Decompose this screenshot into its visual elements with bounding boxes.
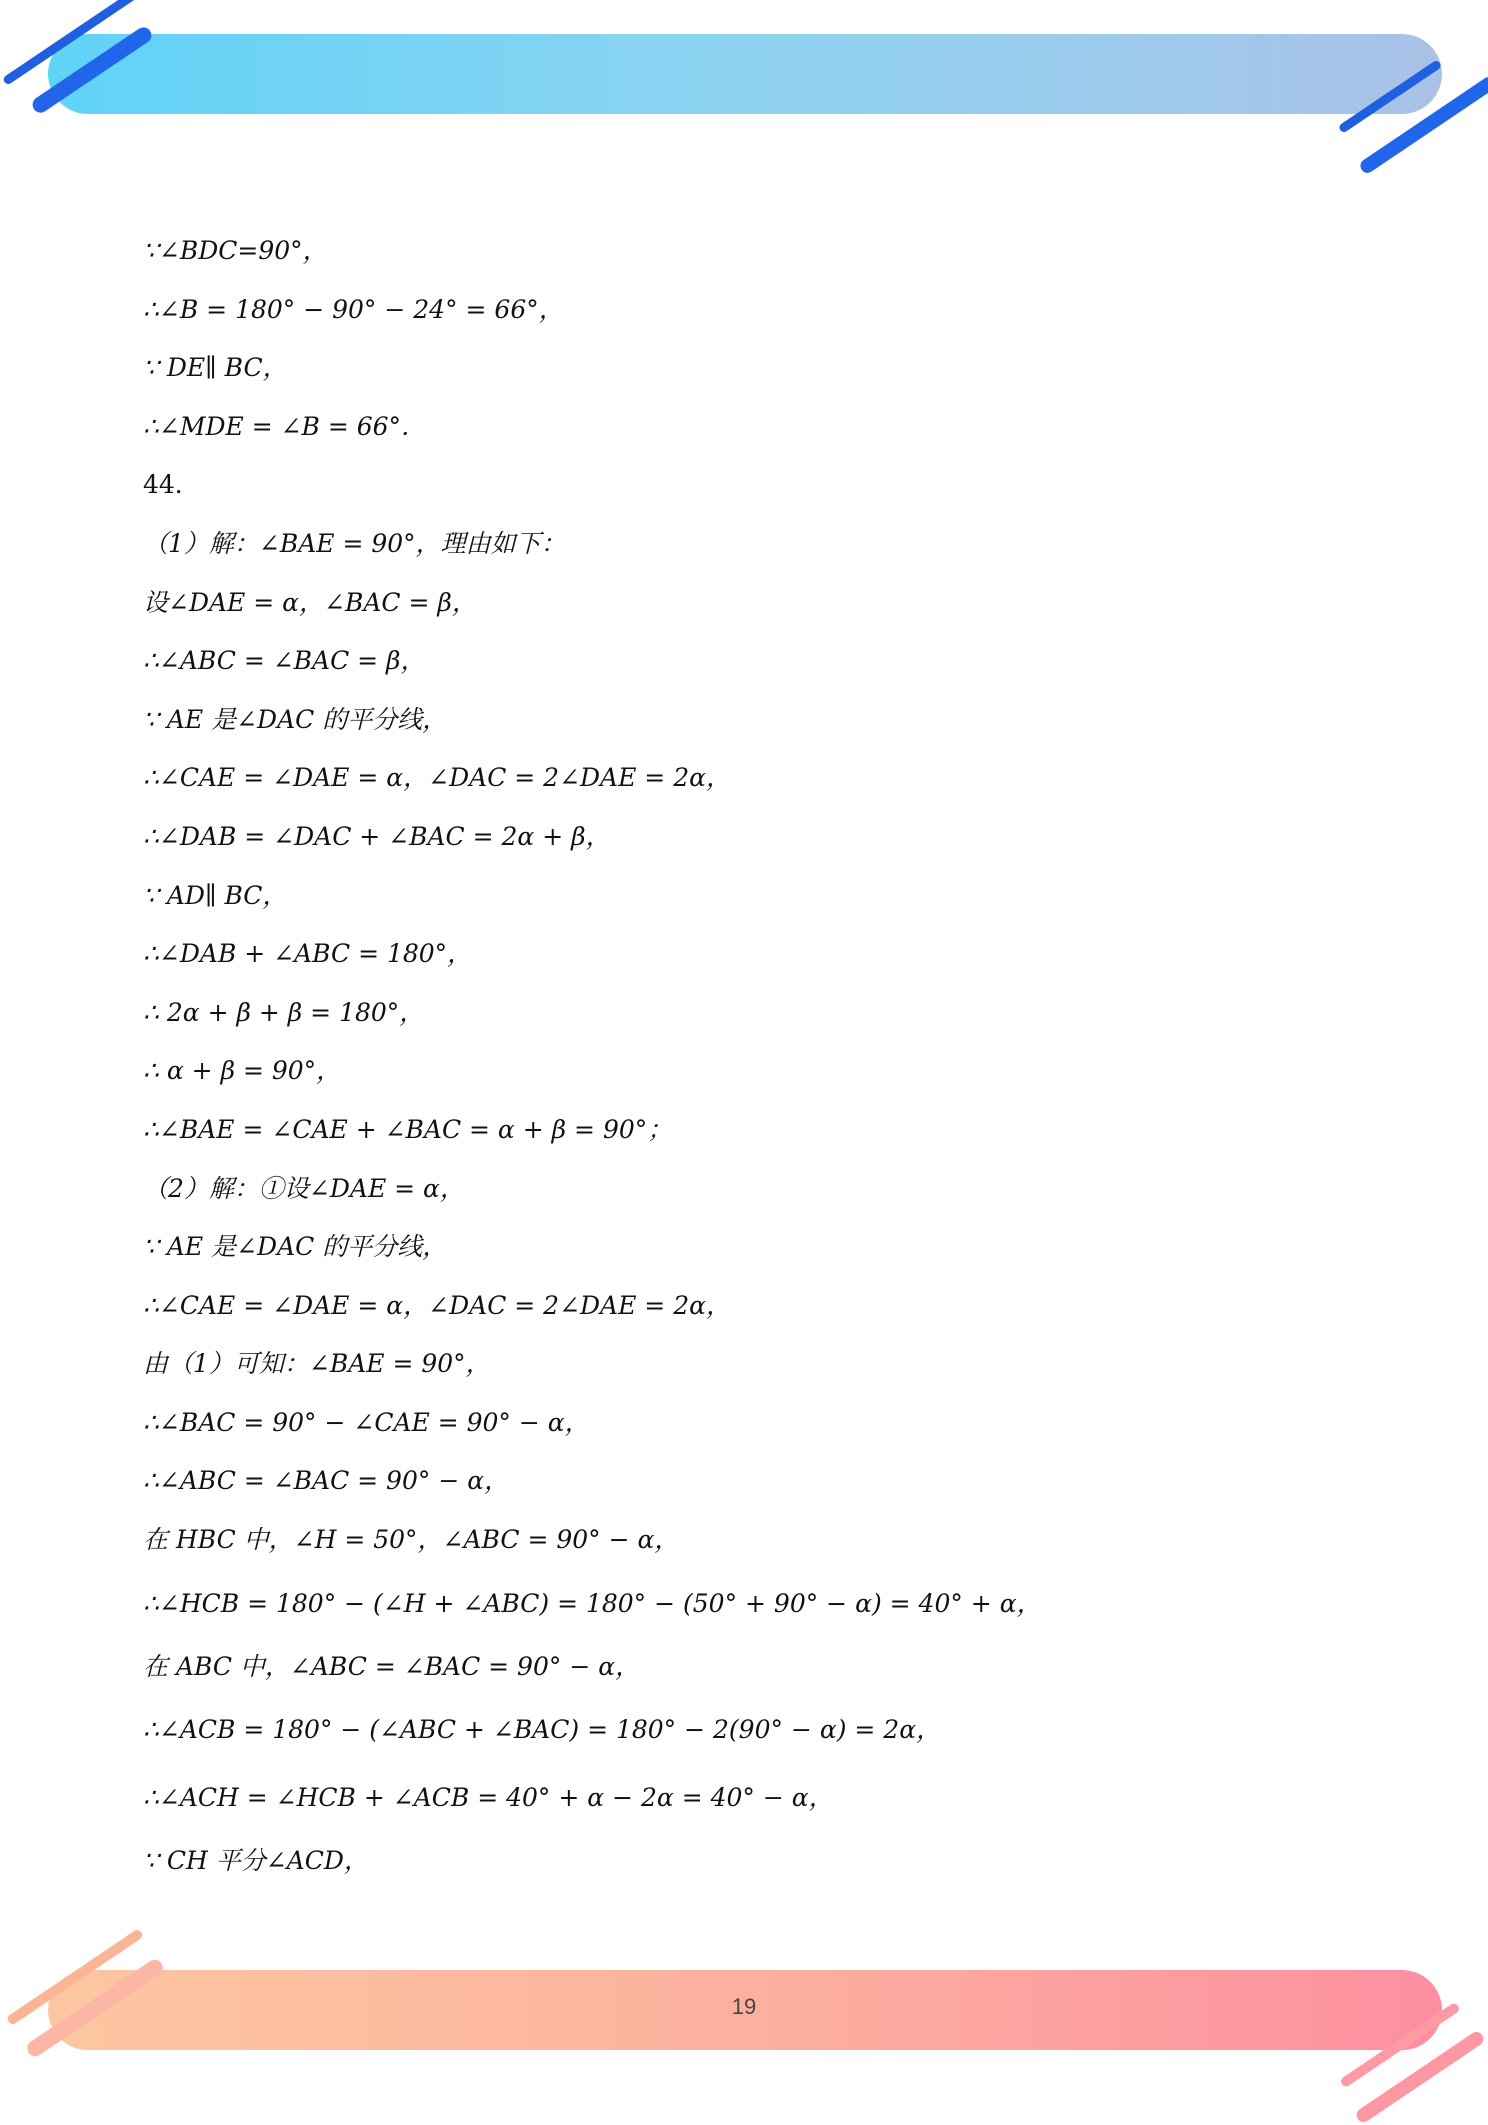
text-line: 设∠DAE = α，∠BAC = β， bbox=[143, 587, 477, 617]
text-line: ∵ AE 是∠DAC 的平分线， bbox=[143, 704, 448, 734]
text-line: ∴ α + β = 90°， bbox=[143, 1056, 342, 1086]
text-line: ∵ AD∥ BC， bbox=[143, 880, 288, 910]
text-line: ∴∠BAC = 90° − ∠CAE = 90° − α， bbox=[143, 1407, 590, 1437]
text-line: ∴∠ABC = ∠BAC = 90° − α， bbox=[143, 1466, 510, 1496]
text-line: ∵ CH 平分∠ACD， bbox=[143, 1846, 369, 1876]
question-number: 44． bbox=[143, 470, 200, 500]
text-line: 在 ABC 中，∠ABC = ∠BAC = 90° − α， bbox=[143, 1651, 641, 1681]
text-line: ∴∠MDE = ∠B = 66°． bbox=[143, 411, 427, 441]
header-banner bbox=[48, 34, 1442, 114]
text-line: ∴∠B = 180° − 90° − 24° = 66°， bbox=[143, 294, 564, 324]
text-line: ∵ AE 是∠DAC 的平分线， bbox=[143, 1232, 448, 1262]
text-line: ∴∠CAE = ∠DAE = α，∠DAC = 2∠DAE = 2α， bbox=[143, 763, 731, 793]
text-line: ∴∠ACB = 180° − (∠ABC + ∠BAC) = 180° − 2(90° − α) = 2α， bbox=[143, 1715, 942, 1745]
text-line: ∴ 2α + β + β = 180°， bbox=[143, 997, 425, 1027]
text-line: ∴∠HCB = 180° − (∠H + ∠ABC) = 180° − (50° + 90° − α) = 40° + α， bbox=[143, 1588, 1042, 1618]
text-line: 由（1）可知：∠BAE = 90°， bbox=[143, 1349, 491, 1379]
text-line: ∴∠ABC = ∠BAC = β， bbox=[143, 646, 426, 676]
text-line: ∴∠DAB = ∠DAC + ∠BAC = 2α + β， bbox=[143, 821, 611, 851]
text-line: ∵ DE∥ BC， bbox=[143, 353, 288, 383]
text-line: ∴∠BAE = ∠CAE + ∠BAC = α + β = 90°； bbox=[143, 1114, 673, 1144]
text-line: （2）解：①设∠DAE = α， bbox=[143, 1173, 465, 1203]
text-line: ∴∠DAB + ∠ABC = 180°， bbox=[143, 939, 473, 969]
solution-text bbox=[143, 222, 1343, 1891]
text-line: ∴∠ACH = ∠HCB + ∠ACB = 40° + α − 2α = 40° − α， bbox=[143, 1783, 834, 1813]
text-line: ∴∠CAE = ∠DAE = α，∠DAC = 2∠DAE = 2α， bbox=[143, 1290, 731, 1320]
text-line: （1）解：∠BAE = 90°，理由如下： bbox=[143, 528, 566, 558]
page-number: 19 bbox=[731, 1994, 757, 2019]
text-line: ∵∠BDC=90°， bbox=[143, 236, 328, 265]
text-line: 在 HBC 中，∠H = 50°，∠ABC = 90° − α， bbox=[143, 1525, 680, 1555]
